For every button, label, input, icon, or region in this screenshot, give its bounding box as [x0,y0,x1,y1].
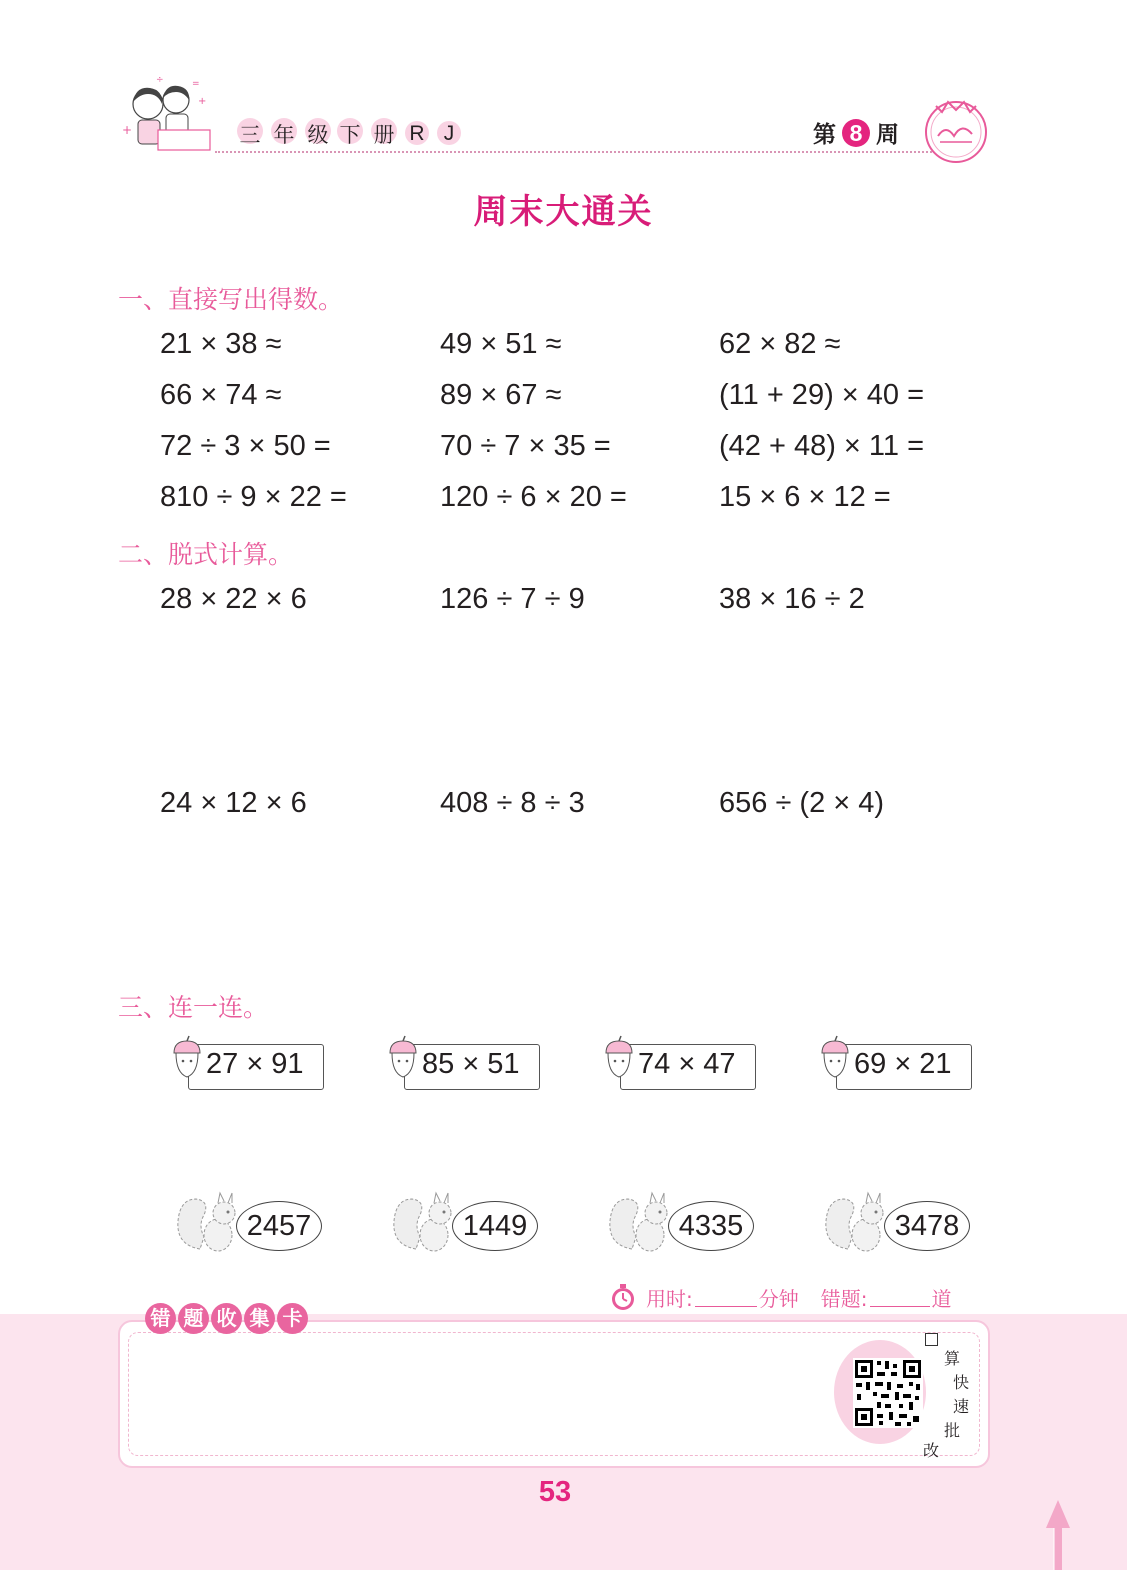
svg-text:+: + [122,123,133,137]
step-calc-item: 38 × 16 ÷ 2 [719,583,865,615]
estimate-item: 66 × 74 ≈ [160,379,282,411]
calc-item: (11 + 29) × 40 = [719,379,925,411]
edition-label [404,120,462,148]
match-expression-card[interactable] [170,1041,324,1091]
grade-char: 三 [236,119,264,149]
label-char: 收 [211,1303,242,1334]
estimate-item: 49 × 51 ≈ [440,328,562,360]
answer-text: 3478 [894,1210,960,1242]
edition-letter: R [404,122,430,146]
volume-label [336,120,398,148]
label-char: 错 [145,1303,176,1334]
week-suffix: 周 [876,122,899,148]
calc-item: 120 ÷ 6 × 20 = [440,481,627,513]
qr-code-icon[interactable] [853,1358,923,1428]
calc-item: 810 ÷ 9 × 22 = [160,481,347,513]
answer-text: 4335 [678,1210,744,1242]
grade-char: 年 [270,119,298,149]
kids-illustration [118,74,216,160]
label-char: 题 [178,1303,209,1334]
answer-text: 2457 [246,1210,312,1242]
author-seal-icon [920,92,992,164]
timer-line [608,1282,952,1312]
errors-label: 错题: [820,1286,868,1311]
match-answer-card[interactable] [174,1185,324,1255]
page-number: 53 [538,1476,572,1508]
volume-char: 册 [370,119,398,149]
expression-text: 69 × 21 [854,1048,952,1080]
match-expression-card[interactable] [818,1041,972,1091]
match-expression-card[interactable] [386,1041,540,1091]
expression-text: 85 × 51 [422,1048,520,1080]
squirrel-icon [606,1185,676,1255]
stopwatch-icon [608,1282,638,1312]
svg-text:+: + [198,96,207,107]
step-calc-item: 408 ÷ 8 ÷ 3 [440,787,585,819]
step-calc-item: 126 ÷ 7 ÷ 9 [440,583,585,615]
calc-item: 70 ÷ 7 × 35 = [440,430,611,462]
estimate-item: 21 × 38 ≈ [160,328,282,360]
time-label: 用时: [646,1286,693,1311]
acorn-icon [602,1035,636,1085]
svg-text:÷: ÷ [156,75,164,85]
page-title: 周末大通关 [473,192,654,232]
edition-letter: J [436,122,462,146]
week-indicator [813,116,899,149]
match-answer-card[interactable] [606,1185,756,1255]
calc-item: (42 + 48) × 11 = [719,430,925,462]
qr-caption-char: 速 [953,1397,970,1416]
calc-item: 15 × 6 × 12 = [719,481,891,513]
week-prefix: 第 [813,122,836,148]
answer-text: 1449 [462,1210,528,1242]
estimate-item: 62 × 82 ≈ [719,328,841,360]
volume-char: 下 [336,119,364,149]
qr-caption-char: 算 [944,1349,961,1368]
qr-caption-char: 批 [944,1421,961,1440]
errors-unit: 道 [931,1286,952,1311]
step-calc-item: 28 × 22 × 6 [160,583,307,615]
match-expression-card[interactable] [602,1041,756,1091]
squirrel-icon [390,1185,460,1255]
grade-char: 级 [304,119,332,149]
qr-caption-char: 改 [923,1441,940,1460]
grade-label [236,120,332,148]
time-input[interactable] [695,1288,757,1307]
label-char: 卡 [277,1303,308,1334]
acorn-icon [818,1035,852,1085]
label-char: 集 [244,1303,275,1334]
errors-input[interactable] [870,1288,930,1307]
qr-caption-char: 快 [953,1373,970,1392]
error-collection-label [145,1303,308,1334]
acorn-icon [170,1035,204,1085]
squirrel-icon [822,1185,892,1255]
match-answer-card[interactable] [390,1185,540,1255]
acorn-icon [386,1035,420,1085]
expression-text: 74 × 47 [638,1048,736,1080]
step-calc-item: 24 × 12 × 6 [160,787,307,819]
checkbox-square [925,1333,938,1346]
week-number: 8 [842,119,870,147]
estimate-item: 89 × 67 ≈ [440,379,562,411]
section-2-title: 二、脱式计算。 [118,540,294,569]
match-answer-card[interactable] [822,1185,972,1255]
step-calc-item: 656 ÷ (2 × 4) [719,787,885,819]
expression-text: 27 × 91 [206,1048,304,1080]
header-divider [215,151,935,153]
section-1-title: 一、直接写出得数。 [118,285,344,314]
pencil-arrow-icon [1040,1498,1076,1570]
calc-item: 72 ÷ 3 × 50 = [160,430,331,462]
section-3-title: 三、连一连。 [118,993,269,1022]
squirrel-icon [174,1185,244,1255]
time-unit: 分钟 [758,1286,799,1311]
svg-text:=: = [192,79,200,89]
